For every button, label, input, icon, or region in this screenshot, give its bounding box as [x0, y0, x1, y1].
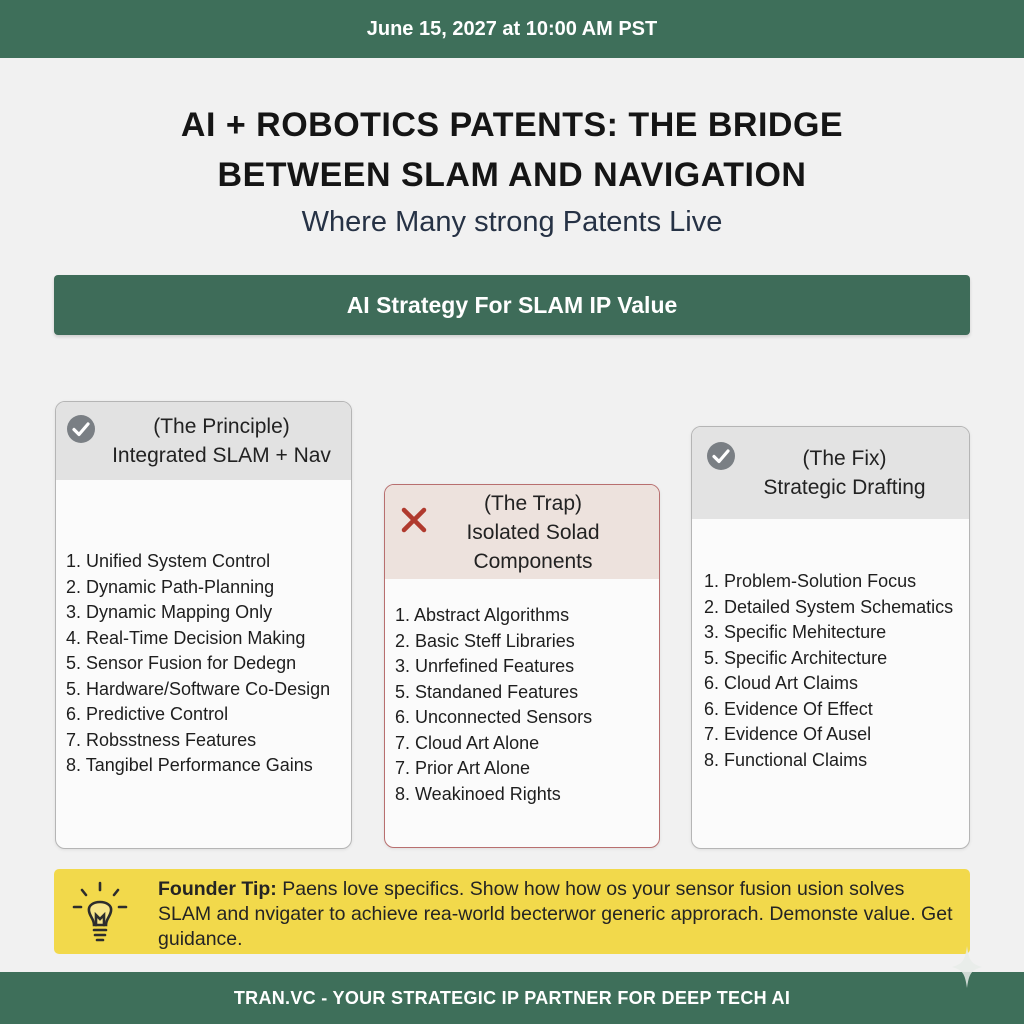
list-item: 2. Basic Steff Libraries	[395, 630, 575, 651]
founder-tip-body: Paens love specifics. Show how how os your sensor fusion usion solves SLAM and nvigater to achieve rea-world becterwor generic approrach. Demonste value. Get guidance.	[158, 878, 953, 950]
list-item: 7. Evidence Of Ausel	[704, 724, 872, 744]
strategy-bar	[54, 275, 970, 335]
principle-card	[55, 401, 352, 849]
title-line-1: AI + ROBOTICS PATENTS: THE BRIDGE	[180, 106, 844, 144]
founder-tip-box	[54, 869, 970, 954]
footer-text: TRAN.VC - YOUR STRATEGIC IP PARTNER FOR DEEP TECH AI	[233, 987, 791, 1008]
trap-heading-2: Isolated Solad	[466, 520, 600, 544]
principle-card-header	[56, 402, 351, 480]
event-date: June 15, 2027 at 10:00 AM PST	[366, 17, 658, 40]
list-item: 6. Evidence Of Effect	[704, 698, 873, 719]
trap-heading-1: (The Trap)	[483, 491, 583, 515]
list-item: 2. Dynamic Path-Planning	[66, 576, 275, 597]
list-item: 5. Sensor Fusion for Dedegn	[66, 653, 297, 673]
sparkle-icon	[950, 944, 984, 990]
fix-heading-2: Strategic Drafting	[763, 476, 926, 499]
fix-list	[704, 569, 953, 773]
list-item: 5. Specific Architecture	[704, 647, 888, 668]
strategy-label: AI Strategy For SLAM IP Value	[346, 291, 678, 318]
check-circle-icon	[706, 441, 736, 471]
fix-heading-1: (The Fix)	[802, 447, 887, 470]
list-item: 5. Standaned Features	[395, 681, 579, 702]
list-item: 1. Unified System Control	[66, 551, 271, 571]
list-item: 6. Cloud Art Claims	[704, 673, 859, 693]
list-item: 3. Dynamic Mapping Only	[66, 602, 273, 622]
list-item: 8. Tangibel Performance Gains	[66, 755, 313, 775]
list-item: 7. Cloud Art Alone	[395, 732, 540, 753]
list-item: 7. Robsstness Features	[66, 729, 257, 750]
list-item: 7. Prior Art Alone	[395, 758, 531, 778]
list-item: 5. Hardware/Software Co-Design	[66, 678, 331, 699]
lightbulb-icon	[70, 881, 130, 943]
list-item: 6. Unconnected Sensors	[395, 707, 593, 727]
list-item: 1. Abstract Algorithms	[395, 605, 570, 625]
list-item: 3. Specific Mehitecture	[704, 622, 887, 642]
principle-heading-2: Integrated SLAM + Nav	[112, 444, 331, 467]
trap-heading-3: Components	[473, 549, 593, 573]
footer-banner	[0, 972, 1024, 1024]
date-banner	[0, 0, 1024, 58]
fix-card	[691, 426, 970, 849]
founder-tip-label: Founder Tip:	[158, 878, 277, 900]
trap-card	[384, 484, 660, 848]
list-item: 8. Functional Claims	[704, 749, 868, 770]
list-item: 2. Detailed System Schematics	[704, 596, 954, 617]
list-item: 3. Unrfefined Features	[395, 656, 575, 676]
principle-list	[66, 549, 330, 779]
check-circle-icon	[66, 414, 96, 444]
list-item: 4. Real-Time Decision Making	[66, 627, 306, 648]
list-item: 8. Weakinoed Rights	[395, 783, 561, 804]
page-title	[0, 100, 1024, 200]
x-mark-icon	[399, 505, 429, 535]
list-item: 1. Problem-Solution Focus	[704, 571, 917, 591]
founder-tip-text	[158, 877, 958, 952]
principle-heading-1: (The Principle)	[153, 415, 290, 438]
title-line-2: BETWEEN SLAM AND NAVIGATION	[217, 156, 807, 194]
list-item: 6. Predictive Control	[66, 704, 229, 724]
trap-list	[395, 603, 592, 807]
page-subtitle: Where Many strong Patents Live	[301, 206, 723, 238]
